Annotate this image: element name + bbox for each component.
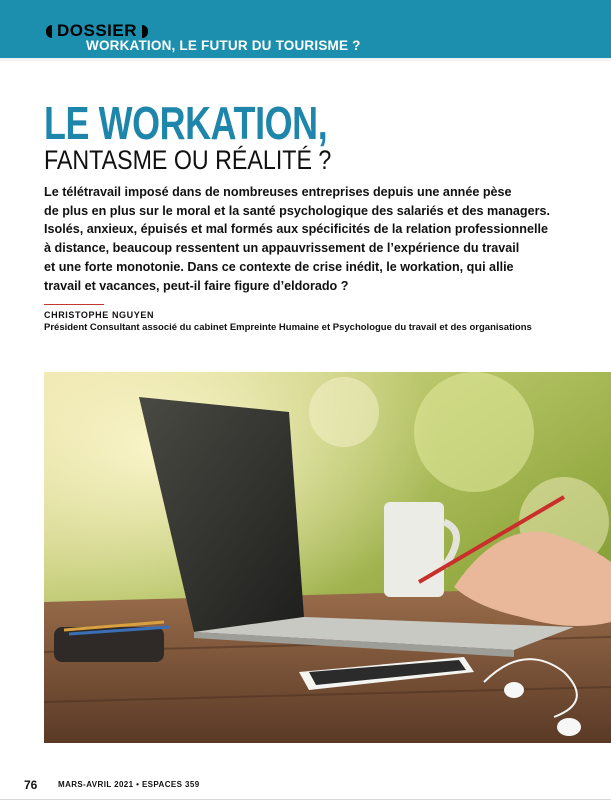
section-label: DOSSIER <box>57 21 138 40</box>
bracket-left-icon <box>46 25 52 38</box>
page-bottom-rule <box>0 799 611 800</box>
lead-line: et une forte monotonie. Dans ce contexte de crise inédit, le workation, qui allie <box>44 259 514 274</box>
lead-line: travail et vacances, peut-il faire figure d’eldorado ? <box>44 278 349 293</box>
page-number: 76 <box>24 778 38 792</box>
lead-line: Isolés, anxieux, épuisés et mal formés aux spécificités de la relation professionnelle <box>44 222 548 237</box>
header-divider <box>0 58 611 61</box>
author-divider <box>44 304 104 305</box>
lead-line: à distance, beaucoup ressentent un appauvrissement de l’expérience du travail <box>44 241 520 256</box>
article-photo <box>44 372 611 743</box>
author-role: Président Consultant associé du cabinet Empreinte Humaine et Psychologue du travail et des organisations <box>44 322 532 333</box>
lead-line: de plus en plus sur le moral et la santé psychologique des salariés et des managers. <box>44 203 551 218</box>
article-title: LE WORKATION, <box>44 97 328 149</box>
bracket-right-icon <box>142 25 148 38</box>
header-band <box>0 0 611 58</box>
issue-label: MARS-AVRIL 2021 • ESPACES 359 <box>58 780 200 789</box>
subsection-label: WORKATION, LE FUTUR DU TOURISME ? <box>86 38 361 53</box>
author-name: CHRISTOPHE NGUYEN <box>44 310 155 320</box>
article-subtitle: FANTASME OU RÉALITÉ ? <box>44 145 332 175</box>
lead-line: Le télétravail imposé dans de nombreuses entreprises depuis une année pèse <box>44 185 512 199</box>
article-lead <box>44 183 574 295</box>
